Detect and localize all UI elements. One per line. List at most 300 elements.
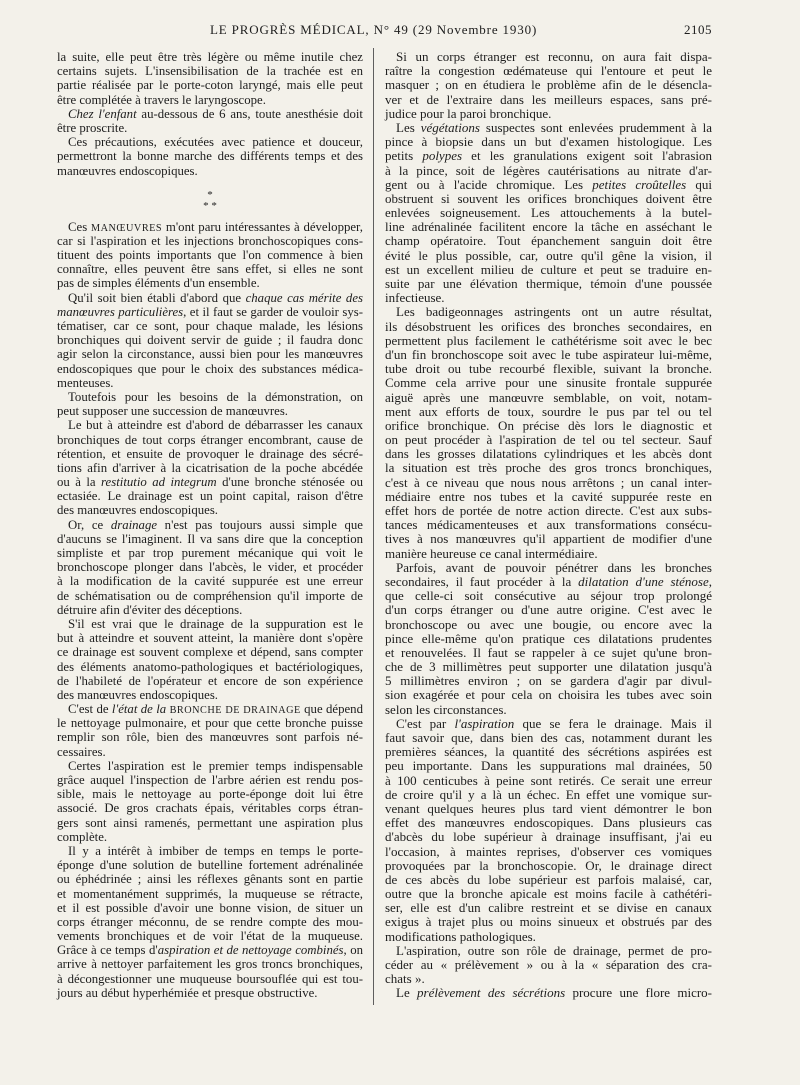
text-line [57,64,363,78]
italic-text: l'aspiration [454,715,515,731]
text-line [385,135,712,149]
text-run: petits [385,148,423,164]
line-text: de ces abcès du lobe supérieur est parfois malaisé, car, [385,871,712,887]
line-text: jours au début hyperhémiée et presque obstructive. [57,985,318,1000]
italic-text: chaque cas mérite des [245,290,363,305]
text-line [57,319,363,333]
text-line [385,461,712,475]
line-text: Toutefois pour les besoins de la démonstration, on [68,389,363,404]
text-line [385,348,712,362]
paragraph [385,305,712,560]
paragraph [57,759,363,844]
text-line [57,787,363,801]
text-line [385,731,712,745]
italic-text: Chez l'enfant [68,106,137,121]
line-text: d'aucuns se l'imaginent. Il va sans dire que la conception [57,531,363,546]
text-line [385,986,712,1000]
text-run: Or, ce [68,517,111,532]
line-text: modifications pathologiques. [385,928,536,944]
text-line [57,164,363,178]
paragraph [57,135,363,178]
line-text: d'un corps étranger ou d'une autre origine. C'est avec le [385,602,712,618]
text-line [57,149,363,163]
text-line [385,64,712,78]
text-line [385,646,712,660]
line-text: orifice bronchique. On précise dès lors le diagnostic et [385,417,712,433]
line-text: tématiser, car ce sont, pour chaque malade, les lésions [57,319,363,333]
line-text: outre que la bronche apicale est moins facile à cathétéri- [385,886,712,902]
line-text: exigus à trajet plus ou moins sinueux et obstrués par des [385,914,712,930]
line-text: peu importante. Dans les suppurations mal drainées, 50 [385,758,712,774]
text-line [385,589,712,603]
italic-text: dilatation d'une sténose [578,573,709,589]
text-line [385,717,712,731]
line-text [68,107,363,121]
line-text: chats ». [385,971,425,987]
text-line [57,801,363,815]
text-line [57,333,363,347]
italic-text: drainage [110,517,158,532]
text-line [385,50,712,64]
text-line [385,476,712,490]
paragraph [385,121,712,305]
text-line [385,362,712,376]
line-text: pince à biopsie dans un but d'examen histologique. Les [385,134,712,150]
line-text [385,149,712,163]
line-text: céder au « prélèvement » ou à la « séparation des cra- [385,957,712,972]
line-text: le nettoyage pulmonaire, et pour que cette bronche puisse [57,716,363,731]
text-line [57,93,363,107]
line-text: de croire qu'il y a là un échec. En effet une vomique sur- [385,786,712,802]
text-line [385,930,712,944]
line-text: sible, mais le nettoyage au porte-éponge doit lui être [57,787,363,802]
text-line [385,192,712,206]
line-text: manœuvres endoscopiques. [57,163,198,178]
line-text: à la modification de la cavité suppurée est une erreur [57,574,363,589]
text-line [57,276,363,290]
italic-text: l'état de la [111,702,167,717]
text-line [57,688,363,702]
line-text: bronchoscope ou avec une bougie, ou encore avec la [385,616,712,632]
line-text: à 100 centicubes à peine sont retirés. Ce serait une erreur [385,772,712,788]
text-run: C'est par [396,715,455,731]
text-line [385,547,712,561]
text-line [385,447,712,461]
paragraph [57,50,363,107]
page-number: 2105 [684,22,712,37]
line-text: bronchiques de tout corps étranger encombrant, cause de [57,432,363,447]
text-line [385,419,712,433]
text-line [385,901,712,915]
text-line [385,603,712,617]
text-run: gent ou à l'acide chromique. Les [385,176,593,192]
text-run: m'ont paru intéressantes à développer, [162,219,363,234]
text-line [57,589,363,603]
right-column [385,50,712,1001]
text-line [385,149,712,163]
line-text: judice pour la paroi bronchique. [385,105,552,121]
text-line [57,929,363,943]
text-line [57,844,363,858]
text-line [385,178,712,192]
line-text: gers sont ainsi ramenés, permettant une aspiration plus [57,815,363,830]
line-text: des manœuvres endoscopiques. [57,503,218,518]
line-text: associé. De gros crachats épais, véritables corps étran- [57,801,363,816]
line-text: arrive à nettoyer parfaitement les gros troncs bronchiques, [57,957,363,972]
column-rule [373,48,374,1005]
text-run: C'est de [68,702,112,717]
text-line [57,447,363,461]
text-line [57,660,363,674]
text-line [57,901,363,915]
line-text [57,943,363,957]
line-text: ou éphédrinée ; ainsi les réflexes gênants sont en partie [57,872,363,887]
text-run: que dépend [300,702,363,717]
line-text: 5 millimètres environ ; on se gardera d'agir par divul- [385,673,712,689]
text-line [385,873,712,887]
text-line [57,915,363,929]
line-text: provoquées par la bronchoscopie. Or, le drainage direct [385,857,712,873]
text-line [385,958,712,972]
small-caps-text: MANŒUVRES [90,222,163,234]
line-text: Le but à atteindre est d'abord de débarrasser les canaux [68,418,363,433]
line-text: endoscopiques que pour le choix des substances médica- [57,361,363,376]
text-run: ou à la [57,475,102,490]
text-line [385,660,712,674]
line-text: de schématisation ou de compréhension qu'il importe de [57,588,363,603]
asterism-line: * * [203,199,217,212]
line-text [385,178,712,192]
left-column [57,50,363,1000]
text-line [57,645,363,659]
line-text: vements bronchiques et de voir l'état de la muqueuse. [57,929,363,944]
paragraph [57,617,363,702]
text-line [385,107,712,121]
line-text [396,717,712,731]
text-line [385,164,712,178]
line-text: pince elle-même qu'on pratique ces dilatations prudentes [385,630,712,646]
text-line [57,631,363,645]
line-text [57,475,363,489]
line-text: masquer ; on en étudiera le problème afin de le désencla- [385,77,712,93]
line-text: permettront la bonne marche des différents temps et des [57,149,363,164]
text-line [57,872,363,886]
text-line [385,334,712,348]
italic-text: prélèvement des sécrétions [417,985,566,1001]
text-line [57,78,363,92]
text-line [385,263,712,277]
line-text: tube droit ou tube recourbé flexible, suivant la bronche. [385,361,712,377]
text-line [385,234,712,248]
line-text: c'est à ce niveau que nous nous arrêtons ; un canal inter- [385,474,712,490]
line-text: peut supposer une succession de manœuvres. [57,404,288,419]
line-text: à décongestionner une muqueuse boursouflée qui est tou- [57,971,363,986]
text-line [385,674,712,688]
line-text: tituent des points importants que l'on commence à bien [57,248,363,263]
line-text: permettent plus facilement le cathétérisme soit avec le bec [385,332,712,348]
text-line [385,688,712,702]
text-line [385,575,712,589]
text-run: suspectes sont enlevées prudemment à la [479,119,712,135]
line-text: de l'habileté de l'opérateur et encore de son expérience [57,673,363,688]
text-run: Les [396,119,421,135]
italic-text: polypes [422,148,463,164]
text-run: et les granulations exigent soit l'abrasion [462,148,712,164]
line-text: ver et de l'extraire dans les meilleurs espaces, sans pré- [385,91,712,107]
line-text: évité le plus possible, car, outre qu'il gêne la vision, il [385,247,712,263]
text-line [57,716,363,730]
text-line [57,816,363,830]
line-text: des éléments anatomo-pathologiques et bactériologiques, [57,659,363,674]
line-text: détruire afin d'éviter des déceptions. [57,602,243,617]
italic-text: aspiration et de nettoyage combinés [157,943,344,958]
line-text: faut savoir que, dans bien des cas, notamment durant les [385,730,712,745]
line-text: rétention, et ensuite de provoquer le drainage des sécré- [57,446,363,461]
text-line [57,887,363,901]
text-line [57,248,363,262]
text-line [385,121,712,135]
text-line [57,362,363,376]
line-text: cessaires. [57,744,106,759]
line-text: enlevées soigneusement. Les attouchements à la butel- [385,205,712,221]
paragraph [57,844,363,1000]
text-line [385,518,712,532]
asterism [57,178,363,220]
text-line [385,788,712,802]
paragraph [385,561,712,717]
line-text: line adrénalinée facilitent encore la tâche en asséchant le [385,219,712,235]
text-run: Le [396,985,418,1001]
text-line [385,816,712,830]
text-line [57,433,363,447]
text-line [57,830,363,844]
line-text: Les badigeonnages astringents ont un autre résultat, [396,304,712,320]
line-text: Comme cela arrive pour une sinusite frontale suppurée [385,375,712,391]
line-text: et il est possible d'avoir une bonne vision, de situer un [57,900,363,915]
line-text [396,986,712,1000]
line-text: ectasiée. Le drainage est un point capital, raison d'être [57,489,363,504]
text-run: n'est pas toujours aussi simple que [157,517,363,532]
line-text: selon les circonstances. [385,701,507,717]
asterism-line: * [207,188,213,201]
line-text: bronchoscope plonger dans l'abcès, le vider, et procéder [57,560,363,575]
text-line [57,560,363,574]
text-line [385,632,712,646]
paragraph [385,717,712,944]
text-line [385,305,712,319]
line-text: d'un fin bronchoscope soit avec le tube aspirateur lui-même, [385,346,712,362]
line-text: que celle-ci soit consécutive au séjour trop prolongé [385,588,712,604]
paragraph [57,107,363,135]
line-text: éponge d'une solution de butelline fortement adrénalinée [57,858,363,873]
line-text: infectieuse. [385,290,445,306]
line-text: complète. [57,829,108,844]
text-line [385,277,712,291]
text-line [385,887,712,901]
line-text: dans les grosses dilatations cylindriques et les abcès dont [385,446,712,462]
text-run: secondaires, il faut procéder à la [385,573,579,589]
line-text [396,121,712,135]
line-text: est un excellent milieu de culture et peut se traduire en- [385,261,712,277]
line-text: corps étranger méconnu, de se rendre compte des mou- [57,914,363,929]
text-line [57,702,363,716]
text-line [57,518,363,532]
text-line [57,418,363,432]
text-run: Grâce à ce temps d' [57,943,158,958]
line-text: champ opératoire. Tout épanchement sanguin doit être [385,233,712,249]
text-line [57,404,363,418]
text-line [57,262,363,276]
text-line [57,50,363,64]
line-text: d'abcès du lobe supérieur à drainage insuffisant, j'ai eu [385,829,712,845]
line-text: ils désobstruent les orifices des bronches secondaires, en [385,318,712,334]
text-run: Qu'il soit bien établi d'abord que [68,290,246,305]
line-text: être proscrite. [57,120,128,135]
paragraph [57,418,363,517]
line-text: à la pince, soit de légères cautérisations au nitrate d'ar- [385,162,712,178]
text-line [385,249,712,263]
line-text: connaître, elles peuvent être sans effet, si elles ne sont [57,262,363,277]
line-text: suite par une élévation thermique, témoin d'une poussée [385,276,712,291]
line-text: effet des manœuvres endoscopiques. Dans plusieurs cas [385,815,712,831]
text-line [57,291,363,305]
paragraph [385,50,712,121]
text-line [385,291,712,305]
running-head-title: LE PROGRÈS MÉDICAL, N° 49 (29 Novembre 1930) [210,22,538,37]
line-text: ser, elle est d'un calibre restreint et se divise en canaux [385,900,712,916]
text-line [57,745,363,759]
paragraph [57,702,363,759]
text-line [57,347,363,361]
text-line [57,305,363,319]
text-line [57,390,363,404]
paragraph [57,291,363,390]
text-line [385,703,712,717]
italic-text: végétations [420,119,480,135]
text-line [385,759,712,773]
line-text: but à atteindre et souvent atteint, la manière dont s'opère [57,631,363,646]
line-text [385,575,712,589]
line-text: partie réalisée par le porte-coton laryngé, mais elle peut [57,78,363,93]
small-caps-text: BRONCHE DE DRAINAGE [169,705,301,717]
line-text: obstruent si souvent les orifices bronchiques doivent être [385,190,712,206]
paragraph [57,220,363,291]
line-text: ment aux efforts de toux, sourdre le pus par tel ou tel [385,403,712,419]
text-run: Ces [68,219,91,234]
text-line [385,802,712,816]
line-text: aiguë après une manœuvre semblable, on voit, notam- [385,389,712,405]
text-line [385,859,712,873]
paragraph [57,518,363,617]
text-line [57,603,363,617]
text-line [385,93,712,107]
text-line [57,503,363,517]
text-line [385,618,712,632]
text-line [57,730,363,744]
line-text: l'occasion, à maintes reprises, d'observer ces vomiques [385,843,712,859]
text-line [385,78,712,92]
text-run: , [708,573,712,589]
text-run: d'une bronche sténosée ou [216,475,364,490]
text-line [385,745,712,759]
text-run: au-dessous de 6 ans, toute anesthésie doit [136,106,363,121]
text-line [57,234,363,248]
text-line [57,674,363,688]
text-line [57,220,363,234]
text-line [57,759,363,773]
italic-text: petites croûtelles [592,176,687,192]
line-text: remplir son rôle, bien des manœuvres sont parfois né- [57,730,363,745]
line-text: simpliste et par trop purement mécanique qui voit le [57,546,363,560]
line-text: Si un corps étranger est reconnu, on aura fait dispa- [396,49,712,64]
text-line [57,376,363,390]
line-text: on peut procéder à l'aspiration de tel ou tel secteur. Sauf [385,432,712,448]
line-text [68,518,363,532]
text-run: , on [343,943,363,958]
line-text: des manœuvres endoscopiques. [57,687,218,702]
text-line [385,220,712,234]
text-line [385,830,712,844]
line-text: certains sujets. L'insensibilisation de la trachée est en [57,64,363,79]
line-text: la situation est très proche des gros troncs bronchiques, [385,460,712,476]
text-line [385,433,712,447]
line-text: venant quelques heures plus tard vient démontrer le bon [385,800,712,816]
text-line [385,391,712,405]
text-line [57,617,363,631]
paragraph [385,986,712,1000]
text-line [385,845,712,859]
text-line [57,972,363,986]
line-text: premières séances, la quantité des sécrétions aspirées est [385,744,712,760]
line-text: effet hors de portée de notre action directe. C'est aux subs- [385,503,712,518]
line-text: bronchiques qui doivent servir de guide ; il faudra donc [57,333,363,348]
line-text: car si l'aspiration et les injections bronchoscopiques cons- [57,233,363,248]
text-line [57,135,363,149]
line-text: Certes l'aspiration est le premier temps indispensable [68,758,363,773]
text-line [57,489,363,503]
line-text [68,291,363,305]
text-line [385,405,712,419]
line-text: che de 3 millimètres peut supporter une dilatation jusqu'à [385,659,712,675]
line-text: Parfois, avant de pouvoir pénétrer dans les bronches [396,559,712,575]
line-text: Ces précautions, exécutées avec patience et douceur, [68,135,363,150]
paragraph [385,944,712,987]
line-text: tions afin d'arriver à la cicatrisation de la poche abcédée [57,460,363,475]
line-text: raître la congestion œdémateuse qui l'entoure et peut le [385,63,712,79]
line-text: être complétée à travers le laryngoscope. [57,92,266,107]
text-line [57,107,363,121]
line-text: manière heureuse ce canal intermédiaire. [385,545,598,561]
italic-text: restitutio ad integrum [101,475,217,490]
line-text: sion exagérée et pour cela on choisira les tubes avec soin [385,687,712,703]
line-text: menteuses. [57,375,114,390]
text-line [385,972,712,986]
line-text: Il y a intérêt à imbiber de temps en temps le porte- [68,843,363,858]
text-line [57,957,363,971]
text-run: qui [686,176,712,192]
text-line [57,475,363,489]
text-line [57,986,363,1000]
text-line [57,532,363,546]
text-line [385,561,712,575]
text-line [385,504,712,518]
text-line [385,320,712,334]
line-text: L'aspiration, outre son rôle de drainage, permet de pro- [396,942,712,958]
line-text: tives à nos manœuvres qu'il appartient de modifier d'une [385,531,712,547]
text-line [385,774,712,788]
text-line [385,532,712,546]
text-line [385,490,712,504]
